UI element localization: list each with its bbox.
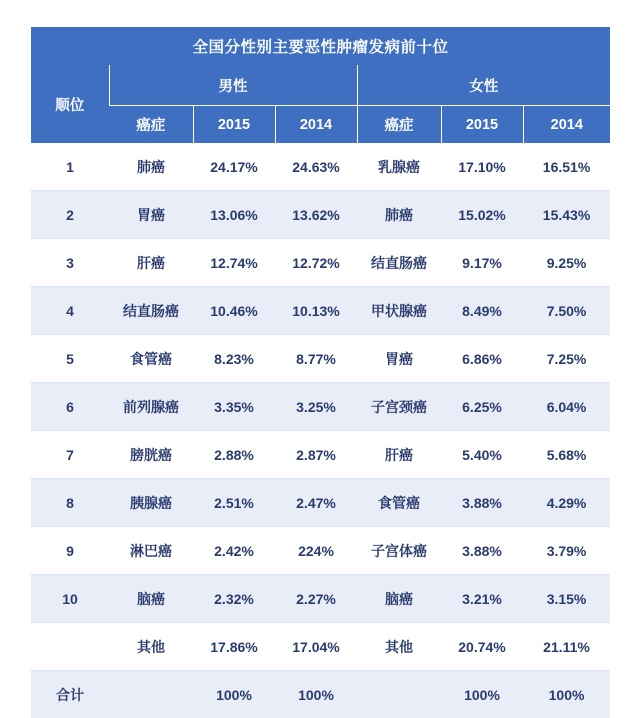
- cell-male-cancer: 结直肠癌: [109, 287, 193, 335]
- cell-female-2014: 16.51%: [523, 143, 610, 191]
- cell-female-cancer: [357, 671, 441, 718]
- cell-male-2015: 8.23%: [193, 335, 275, 383]
- cell-male-2014: 2.47%: [275, 479, 357, 527]
- table-row: [31, 527, 610, 575]
- cell-female-2014: 100%: [523, 671, 610, 718]
- header-female: 女性: [357, 65, 610, 106]
- cell-male-cancer: 胰腺癌: [109, 479, 193, 527]
- cell-rank: 4: [31, 287, 109, 335]
- cell-rank: 8: [31, 479, 109, 527]
- cell-female-2014: 9.25%: [523, 239, 610, 287]
- cell-female-cancer: 脑癌: [357, 575, 441, 623]
- cell-male-2014: 224%: [275, 527, 357, 575]
- cell-female-cancer: 胃癌: [357, 335, 441, 383]
- cell-male-cancer: [109, 671, 193, 718]
- cell-female-2015: 15.02%: [441, 191, 523, 239]
- cancer-incidence-table: [31, 27, 610, 718]
- cell-rank: 2: [31, 191, 109, 239]
- cell-female-2015: 3.88%: [441, 479, 523, 527]
- table-body: [31, 143, 610, 718]
- cell-female-2015: 17.10%: [441, 143, 523, 191]
- header-female-2014: 2014: [523, 106, 610, 144]
- cell-female-cancer: 甲状腺癌: [357, 287, 441, 335]
- cell-female-2015: 20.74%: [441, 623, 523, 671]
- cell-rank: 5: [31, 335, 109, 383]
- cell-female-cancer: 结直肠癌: [357, 239, 441, 287]
- table-row: [31, 191, 610, 239]
- cell-male-2015: 3.35%: [193, 383, 275, 431]
- table-row: [31, 431, 610, 479]
- header-row-gender: [31, 65, 610, 106]
- cell-female-cancer: 其他: [357, 623, 441, 671]
- cell-female-2015: 3.21%: [441, 575, 523, 623]
- cell-female-cancer: 子宫体癌: [357, 527, 441, 575]
- header-rank: 顺位: [31, 65, 109, 143]
- cell-female-cancer: 乳腺癌: [357, 143, 441, 191]
- cell-male-2015: 2.51%: [193, 479, 275, 527]
- cell-female-2015: 3.88%: [441, 527, 523, 575]
- cell-male-cancer: 食管癌: [109, 335, 193, 383]
- cell-female-2015: 8.49%: [441, 287, 523, 335]
- cell-male-cancer: 其他: [109, 623, 193, 671]
- cell-female-2015: 9.17%: [441, 239, 523, 287]
- cell-female-2015: 5.40%: [441, 431, 523, 479]
- table-row: [31, 287, 610, 335]
- cell-rank: 9: [31, 527, 109, 575]
- table-header: [31, 27, 610, 143]
- cell-female-2014: 3.15%: [523, 575, 610, 623]
- cell-male-2014: 10.13%: [275, 287, 357, 335]
- cell-rank: 1: [31, 143, 109, 191]
- table-row: [31, 335, 610, 383]
- table-row: [31, 383, 610, 431]
- cell-female-2015: 6.86%: [441, 335, 523, 383]
- cell-rank: [31, 623, 109, 671]
- cell-female-cancer: 食管癌: [357, 479, 441, 527]
- cell-rank: 3: [31, 239, 109, 287]
- header-male: 男性: [109, 65, 357, 106]
- cell-male-cancer: 肝癌: [109, 239, 193, 287]
- cell-female-cancer: 肝癌: [357, 431, 441, 479]
- page-title: 全国分性别主要恶性肿瘤发病前十位: [31, 27, 610, 65]
- cell-male-2015: 100%: [193, 671, 275, 718]
- cell-male-2014: 8.77%: [275, 335, 357, 383]
- header-row-subcolumns: [31, 106, 610, 144]
- cell-female-cancer: 子宫颈癌: [357, 383, 441, 431]
- cell-total-label: 合计: [31, 671, 109, 718]
- cell-female-cancer: 肺癌: [357, 191, 441, 239]
- cell-male-2014: 17.04%: [275, 623, 357, 671]
- header-male-cancer: 癌症: [109, 106, 193, 144]
- cell-male-2014: 13.62%: [275, 191, 357, 239]
- cell-female-2014: 7.50%: [523, 287, 610, 335]
- cell-male-2015: 2.42%: [193, 527, 275, 575]
- cell-male-cancer: 脑癌: [109, 575, 193, 623]
- cell-male-2015: 13.06%: [193, 191, 275, 239]
- cell-male-2014: 2.27%: [275, 575, 357, 623]
- cell-male-cancer: 膀胱癌: [109, 431, 193, 479]
- cell-rank: 10: [31, 575, 109, 623]
- cell-female-2014: 4.29%: [523, 479, 610, 527]
- table-row-total: [31, 671, 610, 718]
- table-row-other: [31, 623, 610, 671]
- cell-female-2014: 7.25%: [523, 335, 610, 383]
- cell-male-2014: 3.25%: [275, 383, 357, 431]
- cell-rank: 6: [31, 383, 109, 431]
- cell-female-2014: 15.43%: [523, 191, 610, 239]
- header-female-2015: 2015: [441, 106, 523, 144]
- cell-female-2014: 21.11%: [523, 623, 610, 671]
- table-row: [31, 575, 610, 623]
- cell-male-2015: 17.86%: [193, 623, 275, 671]
- table-row: [31, 143, 610, 191]
- header-male-2015: 2015: [193, 106, 275, 144]
- cell-rank: 7: [31, 431, 109, 479]
- cell-male-cancer: 肺癌: [109, 143, 193, 191]
- cell-male-2014: 12.72%: [275, 239, 357, 287]
- cell-male-2014: 100%: [275, 671, 357, 718]
- header-male-2014: 2014: [275, 106, 357, 144]
- cell-male-2014: 24.63%: [275, 143, 357, 191]
- cell-female-2015: 100%: [441, 671, 523, 718]
- cell-male-2015: 24.17%: [193, 143, 275, 191]
- table-row: [31, 479, 610, 527]
- cell-male-cancer: 前列腺癌: [109, 383, 193, 431]
- cell-male-2014: 2.87%: [275, 431, 357, 479]
- table-row: [31, 239, 610, 287]
- cell-male-cancer: 淋巴癌: [109, 527, 193, 575]
- cell-female-2014: 6.04%: [523, 383, 610, 431]
- cell-male-2015: 2.32%: [193, 575, 275, 623]
- cell-female-2014: 5.68%: [523, 431, 610, 479]
- table-title-row: [31, 27, 610, 65]
- header-female-cancer: 癌症: [357, 106, 441, 144]
- cell-female-2014: 3.79%: [523, 527, 610, 575]
- cell-female-2015: 6.25%: [441, 383, 523, 431]
- cell-male-2015: 2.88%: [193, 431, 275, 479]
- cell-male-cancer: 胃癌: [109, 191, 193, 239]
- cell-male-2015: 12.74%: [193, 239, 275, 287]
- cell-male-2015: 10.46%: [193, 287, 275, 335]
